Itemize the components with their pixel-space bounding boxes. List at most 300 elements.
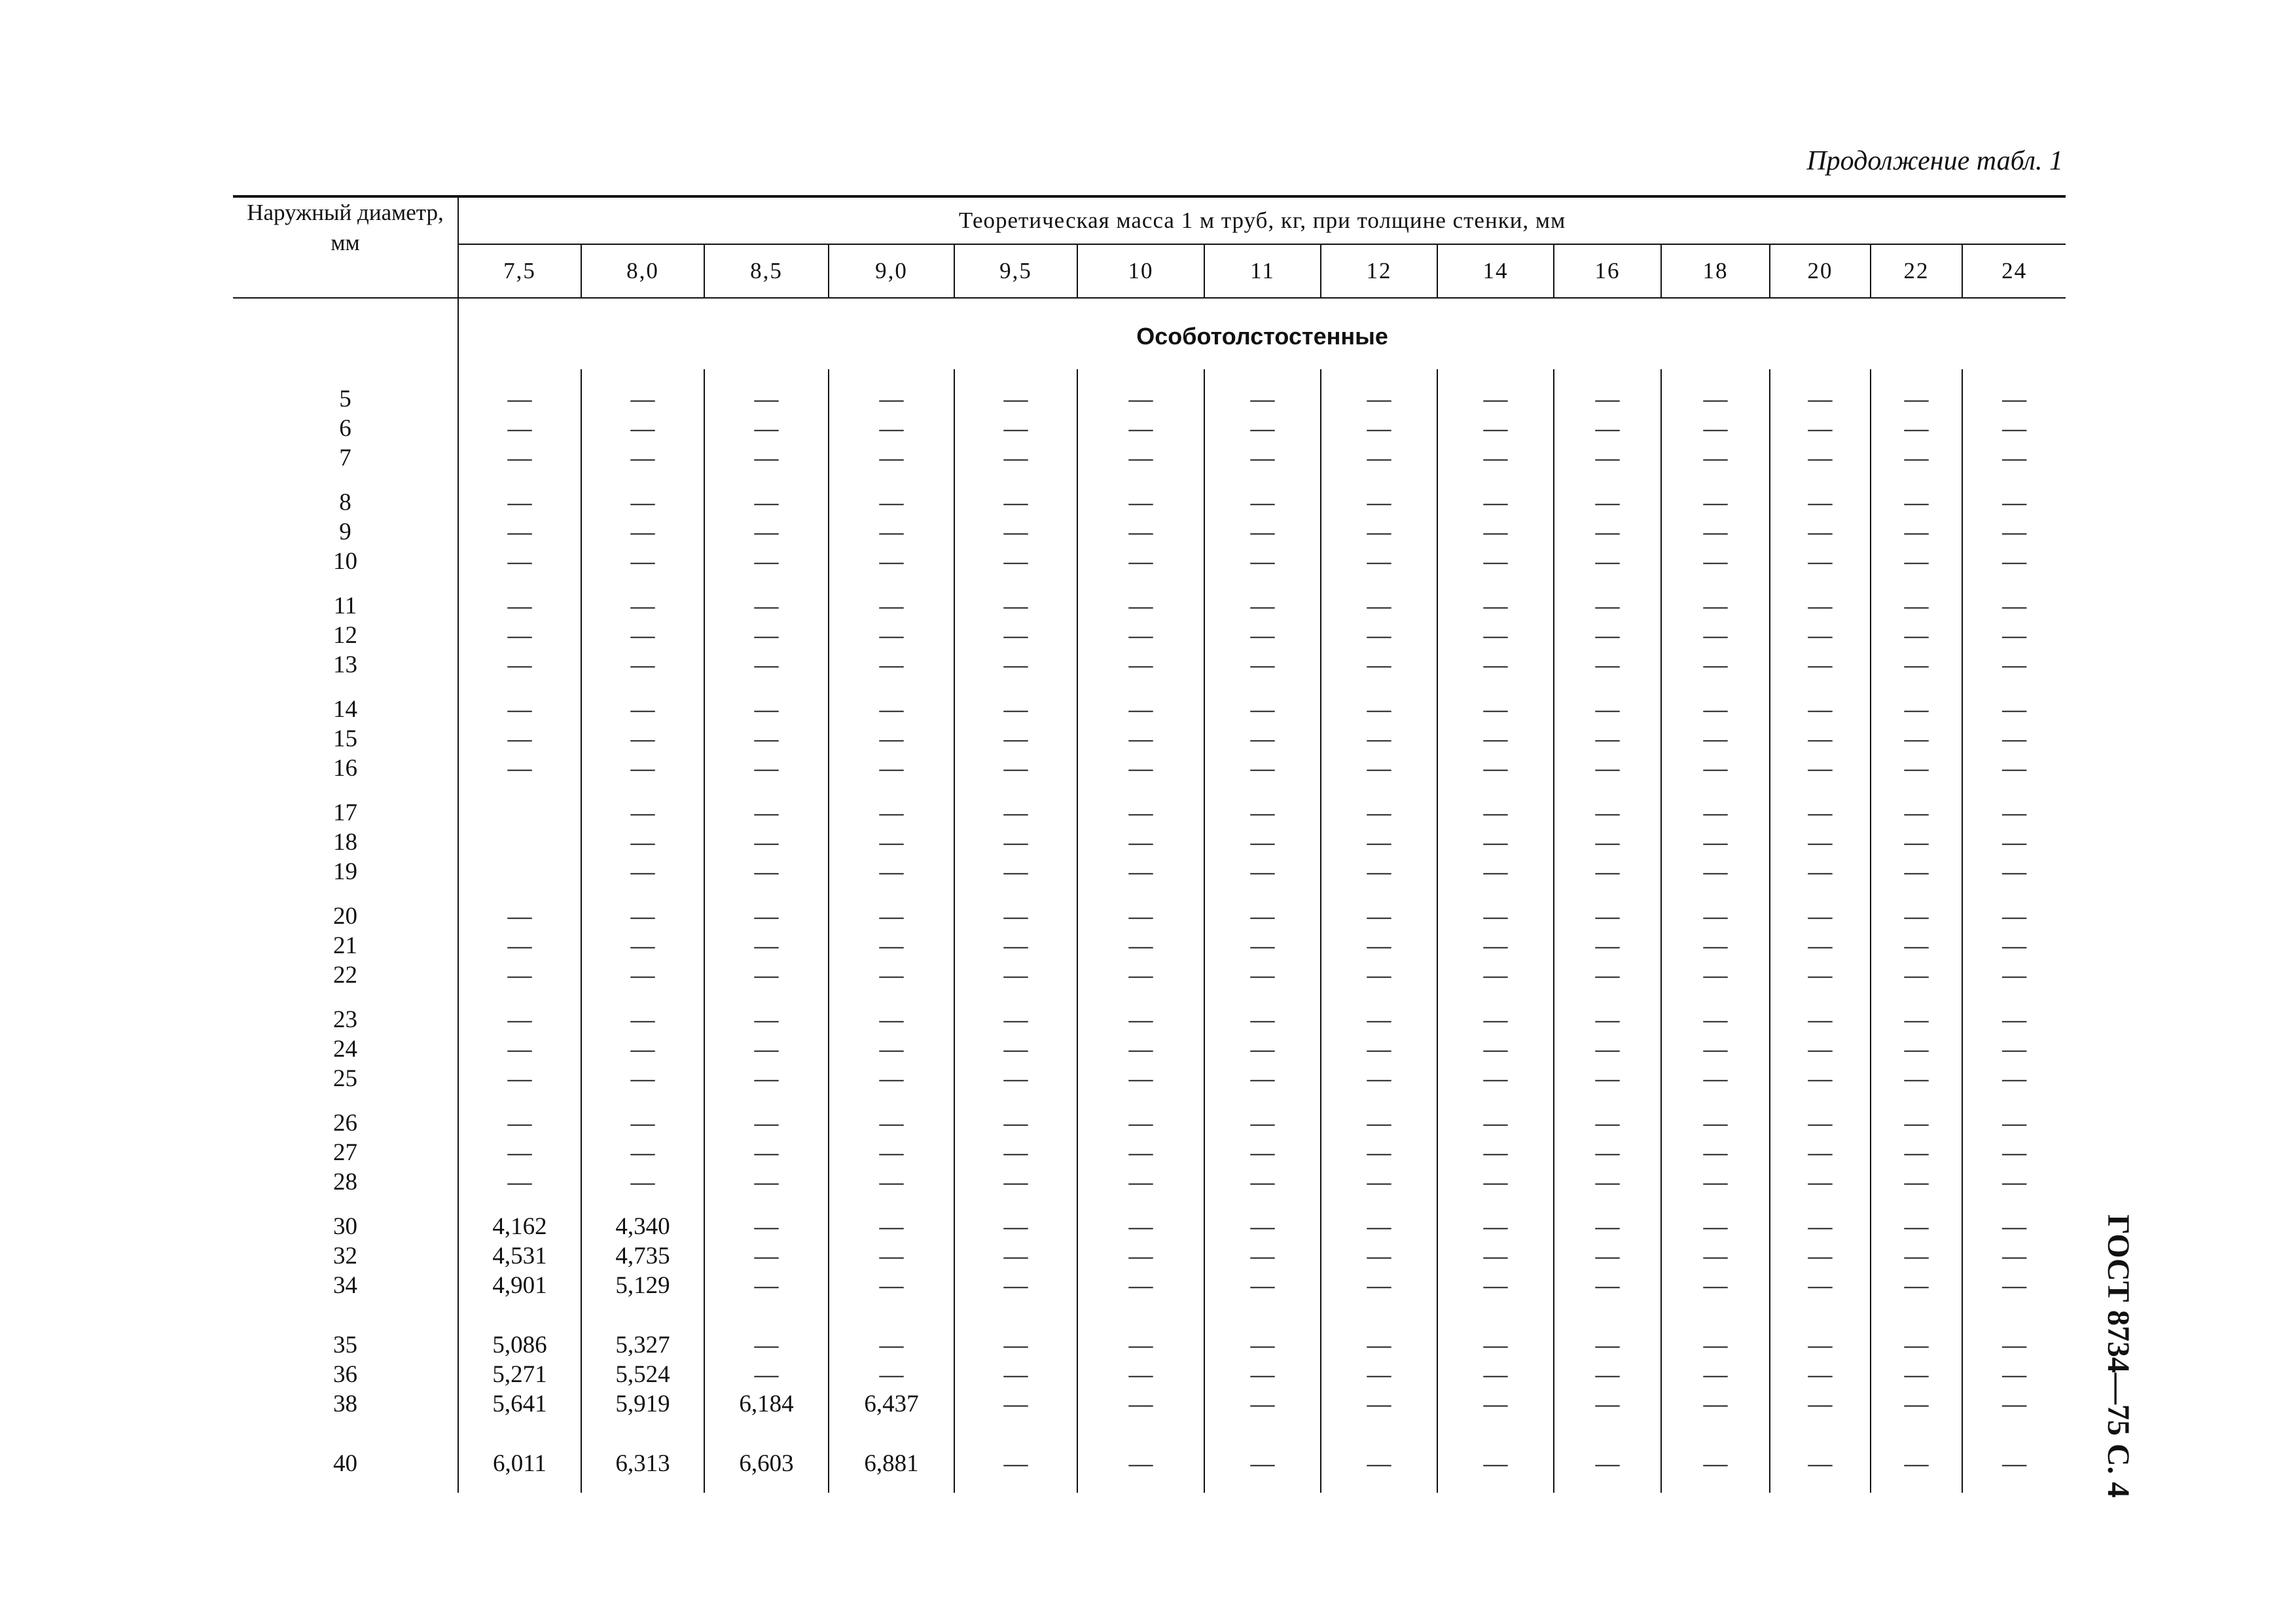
mass-cell: — — [1770, 414, 1871, 443]
mass-cell: — — [1554, 1271, 1661, 1300]
thickness-header: 16 — [1554, 244, 1661, 298]
thickness-header: 20 — [1770, 244, 1871, 298]
mass-cell: — — [1321, 1271, 1437, 1300]
mass-cell: — — [1321, 886, 1437, 931]
table-row — [233, 547, 2066, 576]
mass-cell: — — [1077, 1034, 1204, 1064]
mass-cell: — — [1661, 1271, 1770, 1300]
mass-cell: — — [1077, 1138, 1204, 1167]
mass-cell: — — [458, 517, 581, 547]
table-row — [233, 1300, 2066, 1360]
mass-cell: — — [1437, 1034, 1554, 1064]
mass-cell: — — [1871, 960, 1962, 990]
mass-cell: — — [954, 1360, 1077, 1389]
mass-cell: — — [1770, 1138, 1871, 1167]
mass-cell: — — [2002, 1332, 2027, 1359]
mass-cell: — — [829, 414, 954, 443]
mass-cell: — — [1661, 886, 1770, 931]
mass-cell: — — [1661, 443, 1770, 473]
mass-cell: — — [1077, 1271, 1204, 1300]
mass-cell: — — [1077, 473, 1204, 517]
mass-cell: — — [1770, 857, 1871, 886]
mass-cell: — — [1661, 931, 1770, 960]
mass-cell: — — [1321, 931, 1437, 960]
mass-cell: — — [1770, 369, 1871, 414]
thickness-header: 12 — [1321, 244, 1437, 298]
mass-cell: — — [2002, 548, 2027, 575]
mass-cell: — — [1554, 754, 1661, 783]
mass-cell: — — [954, 369, 1077, 414]
mass-cell: — — [1204, 828, 1321, 857]
mass-cell: — — [1077, 414, 1204, 443]
mass-cell: 5,086 — [458, 1300, 581, 1360]
mass-cell: — — [1437, 680, 1554, 724]
mass-cell: — — [458, 1093, 581, 1138]
mass-cell: — — [829, 990, 954, 1034]
mass-cell: — — [1321, 828, 1437, 857]
table-row — [233, 517, 2066, 547]
mass-cell: — — [1321, 414, 1437, 443]
mass-cell: — — [829, 1034, 954, 1064]
mass-cell: — — [1770, 1034, 1871, 1064]
mass-cell: — — [829, 828, 954, 857]
mass-cell: — — [1554, 1300, 1661, 1360]
mass-cell: — — [954, 960, 1077, 990]
mass-cell: — — [1204, 886, 1321, 931]
mass-cell: — — [581, 650, 704, 680]
mass-cell — [458, 783, 581, 828]
diameter-cell: 7 — [233, 443, 458, 473]
mass-cell: — — [2002, 1065, 2027, 1092]
mass-cell: — — [1077, 369, 1204, 414]
mass-cell: — — [1554, 931, 1661, 960]
mass-cell: — — [829, 931, 954, 960]
diameter-cell: 36 — [233, 1360, 458, 1389]
mass-cell: — — [954, 990, 1077, 1034]
mass-cell: — — [1554, 680, 1661, 724]
mass-cell: — — [954, 1300, 1077, 1360]
mass-cell: — — [581, 1093, 704, 1138]
mass-cell: — — [1661, 960, 1770, 990]
diameter-cell: 26 — [233, 1093, 458, 1138]
mass-cell: — — [458, 754, 581, 783]
mass-cell: — — [1077, 621, 1204, 650]
mass-cell: — — [1077, 1241, 1204, 1271]
table-row — [233, 1360, 2066, 1389]
table-row — [233, 1093, 2066, 1138]
mass-cell: — — [1437, 1138, 1554, 1167]
mass-cell: — — [1437, 1064, 1554, 1093]
mass-cell: 4,735 — [581, 1241, 704, 1271]
mass-cell: — — [1554, 650, 1661, 680]
mass-cell: — — [1321, 1138, 1437, 1167]
mass-cell: — — [1770, 886, 1871, 931]
mass-cell: — — [2002, 622, 2027, 649]
mass-cell: — — [954, 931, 1077, 960]
mass-cell: — — [1554, 1167, 1661, 1197]
table-row — [233, 931, 2066, 960]
diameter-cell: 30 — [233, 1197, 458, 1241]
mass-cell: — — [1871, 1241, 1962, 1271]
thickness-header: 9,5 — [954, 244, 1077, 298]
thickness-header: 14 — [1437, 244, 1554, 298]
mass-cell: — — [1770, 783, 1871, 828]
mass-cell: — — [1871, 1064, 1962, 1093]
mass-cell: — — [954, 1389, 1077, 1419]
mass-cell: — — [1204, 1093, 1321, 1138]
thickness-header: 22 — [1871, 244, 1962, 298]
table-row — [233, 473, 2066, 517]
mass-cell: — — [704, 754, 829, 783]
mass-cell: — — [954, 1034, 1077, 1064]
mass-cell: — — [1321, 857, 1437, 886]
mass-cell: — — [1077, 1093, 1204, 1138]
table-row — [233, 990, 2066, 1034]
mass-cell: — — [1770, 1064, 1871, 1093]
mass-cell: — — [2002, 1361, 2027, 1388]
mass-cell: — — [2002, 1110, 2027, 1137]
mass-cell: — — [829, 783, 954, 828]
mass-cell: — — [1077, 931, 1204, 960]
mass-cell: — — [1770, 1093, 1871, 1138]
mass-cell: 5,641 — [458, 1389, 581, 1419]
mass-cell: — — [1770, 1389, 1871, 1419]
mass-cell: — — [1437, 517, 1554, 547]
pipe-mass-table — [233, 195, 2066, 1493]
mass-cell: — — [458, 621, 581, 650]
mass-cell: — — [1661, 828, 1770, 857]
mass-cell: — — [1437, 443, 1554, 473]
mass-cell: — — [1770, 576, 1871, 621]
mass-cell: — — [1770, 960, 1871, 990]
mass-cell: — — [1204, 517, 1321, 547]
mass-cell: — — [2002, 725, 2027, 752]
mass-cell: — — [704, 1360, 829, 1389]
diameter-cell: 14 — [233, 680, 458, 724]
diameter-cell: 11 — [233, 576, 458, 621]
mass-cell: — — [954, 650, 1077, 680]
mass-cell: — — [1871, 990, 1962, 1034]
mass-cell: — — [1661, 517, 1770, 547]
mass-cell: — — [954, 414, 1077, 443]
mass-cell: — — [1437, 828, 1554, 857]
mass-cell: 5,524 — [581, 1360, 704, 1389]
mass-cell: — — [1321, 1419, 1437, 1493]
diameter-cell: 40 — [233, 1419, 458, 1493]
diameter-cell: 20 — [233, 886, 458, 931]
mass-cell: — — [954, 1167, 1077, 1197]
mass-cell: — — [1871, 828, 1962, 857]
mass-cell: — — [704, 960, 829, 990]
mass-cell: — — [1437, 1167, 1554, 1197]
mass-cell: — — [458, 576, 581, 621]
mass-cell: — — [704, 857, 829, 886]
thickness-header: 18 — [1661, 244, 1770, 298]
mass-cell: — — [1661, 1197, 1770, 1241]
thickness-header: 9,0 — [829, 244, 954, 298]
table-row — [233, 414, 2066, 443]
thickness-header: 10 — [1077, 244, 1204, 298]
mass-cell: — — [1437, 886, 1554, 931]
mass-cell: — — [1554, 990, 1661, 1034]
mass-cell: — — [704, 369, 829, 414]
mass-cell: — — [1871, 1300, 1962, 1360]
mass-cell: — — [829, 473, 954, 517]
mass-cell: — — [1661, 473, 1770, 517]
mass-cell: — — [2002, 489, 2027, 516]
mass-cell: — — [1204, 960, 1321, 990]
mass-cell: — — [1437, 1360, 1554, 1389]
table-body — [233, 298, 2066, 1493]
mass-cell: — — [1204, 1138, 1321, 1167]
mass-cell: — — [704, 473, 829, 517]
mass-cell: — — [954, 1419, 1077, 1493]
mass-cell: — — [1077, 1389, 1204, 1419]
mass-cell: — — [1661, 576, 1770, 621]
mass-cell: 4,340 — [581, 1197, 704, 1241]
mass-cell: — — [1437, 724, 1554, 754]
mass-cell: 4,531 — [458, 1241, 581, 1271]
mass-cell: — — [581, 443, 704, 473]
thickness-header: 11 — [1204, 244, 1321, 298]
mass-cell: — — [1077, 724, 1204, 754]
mass-cell: — — [1321, 754, 1437, 783]
mass-cell: — — [1321, 1360, 1437, 1389]
mass-cell: — — [1437, 857, 1554, 886]
mass-cell: — — [704, 547, 829, 576]
table-row — [233, 1271, 2066, 1300]
mass-cell: — — [829, 1197, 954, 1241]
mass-cell: — — [458, 443, 581, 473]
mass-cell: — — [2002, 1139, 2027, 1166]
diameter-cell: 27 — [233, 1138, 458, 1167]
mass-cell: — — [2002, 1243, 2027, 1269]
mass-cell: — — [581, 547, 704, 576]
table-row — [233, 1197, 2066, 1241]
mass-cell: — — [1077, 783, 1204, 828]
table-row — [233, 1167, 2066, 1197]
mass-cell: — — [954, 857, 1077, 886]
mass-cell — [458, 828, 581, 857]
mass-cell: — — [1204, 1360, 1321, 1389]
mass-cell: 5,129 — [581, 1271, 704, 1300]
mass-cell: — — [1077, 990, 1204, 1034]
mass-cell: — — [2002, 962, 2027, 989]
mass-cell — [458, 857, 581, 886]
mass-cell: — — [1871, 1389, 1962, 1419]
mass-cell: — — [1554, 1419, 1661, 1493]
table-row — [233, 960, 2066, 990]
mass-cell: — — [704, 576, 829, 621]
mass-cell: — — [829, 1300, 954, 1360]
mass-cell: — — [1077, 680, 1204, 724]
mass-cell: — — [1770, 680, 1871, 724]
mass-cell: — — [1437, 1241, 1554, 1271]
mass-cell: — — [704, 1064, 829, 1093]
diameter-cell: 25 — [233, 1064, 458, 1093]
mass-cell: 5,919 — [581, 1389, 704, 1419]
mass-cell: — — [1871, 1138, 1962, 1167]
mass-cell: — — [1770, 650, 1871, 680]
diameter-cell: 5 — [233, 369, 458, 414]
mass-cell: — — [1871, 621, 1962, 650]
mass-cell: — — [1204, 1389, 1321, 1419]
mass-cell: — — [1204, 650, 1321, 680]
mass-cell: — — [1770, 621, 1871, 650]
mass-cell: — — [1871, 1197, 1962, 1241]
mass-cell: — — [1770, 1197, 1871, 1241]
mass-cell: — — [1871, 1271, 1962, 1300]
mass-cell: — — [581, 680, 704, 724]
mass-cell: — — [1871, 724, 1962, 754]
mass-cell: — — [581, 1034, 704, 1064]
mass-cell: — — [829, 1360, 954, 1389]
mass-cell: — — [1321, 621, 1437, 650]
mass-cell: — — [954, 1241, 1077, 1271]
table-row — [233, 621, 2066, 650]
mass-cell: — — [1661, 754, 1770, 783]
table-row — [233, 828, 2066, 857]
mass-cell: — — [1554, 1241, 1661, 1271]
mass-cell: — — [1554, 1064, 1661, 1093]
mass-cell: — — [1871, 783, 1962, 828]
diameter-cell: 17 — [233, 783, 458, 828]
mass-cell: — — [1077, 1300, 1204, 1360]
table-row — [233, 783, 2066, 828]
mass-cell: — — [458, 1064, 581, 1093]
mass-cell: — — [829, 443, 954, 473]
table-row — [233, 369, 2066, 414]
mass-cell: — — [581, 754, 704, 783]
table-row — [233, 754, 2066, 783]
mass-cell: — — [829, 650, 954, 680]
mass-cell: — — [2002, 651, 2027, 678]
mass-cell: — — [954, 1093, 1077, 1138]
mass-cell: — — [458, 473, 581, 517]
mass-cell: — — [1871, 680, 1962, 724]
mass-cell: — — [1871, 1093, 1962, 1138]
mass-cell: — — [1770, 931, 1871, 960]
mass-cell: — — [581, 783, 704, 828]
mass-cell: — — [2002, 696, 2027, 723]
mass-cell: — — [1321, 1300, 1437, 1360]
mass-cell: — — [1321, 1034, 1437, 1064]
mass-cell: — — [1871, 443, 1962, 473]
mass-cell: — — [704, 1300, 829, 1360]
mass-cell: — — [2002, 858, 2027, 885]
mass-cell: — — [704, 1241, 829, 1271]
mass-cell: — — [954, 1271, 1077, 1300]
mass-cell: — — [1321, 1064, 1437, 1093]
mass-cell: — — [581, 1138, 704, 1167]
mass-cell: — — [704, 1167, 829, 1197]
mass-cell: — — [581, 828, 704, 857]
mass-cell: — — [1437, 783, 1554, 828]
mass-cell: — — [1871, 547, 1962, 576]
mass-cell: — — [1554, 1389, 1661, 1419]
mass-cell: — — [1661, 680, 1770, 724]
mass-cell: — — [1554, 857, 1661, 886]
mass-cell: — — [581, 724, 704, 754]
mass-cell: — — [829, 547, 954, 576]
mass-cell: 6,011 — [458, 1419, 581, 1493]
mass-cell: — — [1661, 1093, 1770, 1138]
mass-cell: — — [1661, 1360, 1770, 1389]
mass-cell: — — [1204, 931, 1321, 960]
mass-cell: — — [1321, 650, 1437, 680]
mass-cell: — — [1661, 857, 1770, 886]
thickness-header-row — [233, 244, 2066, 298]
mass-cell: — — [1321, 724, 1437, 754]
section-row — [233, 298, 2066, 369]
mass-cell: — — [1204, 473, 1321, 517]
mass-cell: — — [704, 886, 829, 931]
mass-cell: 6,184 — [704, 1389, 829, 1419]
mass-cell: — — [954, 886, 1077, 931]
mass-cell: — — [1770, 547, 1871, 576]
mass-cell: — — [1077, 650, 1204, 680]
mass-cell: — — [458, 369, 581, 414]
mass-cell: — — [1077, 960, 1204, 990]
mass-cell: — — [1204, 576, 1321, 621]
diameter-cell: 28 — [233, 1167, 458, 1197]
mass-cell: — — [1554, 960, 1661, 990]
mass-cell: — — [1554, 1138, 1661, 1167]
mass-cell: — — [581, 621, 704, 650]
diameter-cell: 34 — [233, 1271, 458, 1300]
mass-cell: — — [1871, 1167, 1962, 1197]
mass-cell: — — [1871, 1360, 1962, 1389]
mass-cell: — — [954, 680, 1077, 724]
mass-cell: — — [1077, 1419, 1204, 1493]
mass-cell: — — [1437, 931, 1554, 960]
mass-cell: — — [1661, 1064, 1770, 1093]
mass-cell: — — [1077, 547, 1204, 576]
mass-cell: — — [954, 443, 1077, 473]
thickness-header: 8,0 — [581, 244, 704, 298]
mass-cell: — — [581, 517, 704, 547]
diameter-cell: 12 — [233, 621, 458, 650]
mass-cell: — — [1077, 828, 1204, 857]
mass-cell: — — [1554, 621, 1661, 650]
mass-cell: — — [1554, 1360, 1661, 1389]
mass-cell: — — [2002, 1272, 2027, 1299]
mass-cell: — — [704, 931, 829, 960]
mass-cell: — — [1554, 828, 1661, 857]
mass-cell: — — [581, 369, 704, 414]
mass-cell: — — [1437, 547, 1554, 576]
mass-cell: — — [1661, 650, 1770, 680]
mass-cell: — — [954, 783, 1077, 828]
mass-cell: — — [1871, 576, 1962, 621]
mass-cell: — — [1437, 1419, 1554, 1493]
mass-cell: — — [1661, 414, 1770, 443]
mass-cell: — — [1871, 886, 1962, 931]
mass-cell: — — [1321, 1167, 1437, 1197]
mass-cell: — — [1437, 369, 1554, 414]
mass-cell: — — [458, 1034, 581, 1064]
diameter-cell: 15 — [233, 724, 458, 754]
mass-cell: — — [1871, 1419, 1962, 1493]
mass-cell: 6,881 — [829, 1419, 954, 1493]
mass-cell: — — [1321, 680, 1437, 724]
mass-cell: — — [829, 1241, 954, 1271]
diameter-cell: 32 — [233, 1241, 458, 1271]
mass-cell: — — [1437, 1271, 1554, 1300]
mass-cell: — — [1321, 783, 1437, 828]
mass-cell: — — [1077, 886, 1204, 931]
mass-cell: — — [1661, 1241, 1770, 1271]
